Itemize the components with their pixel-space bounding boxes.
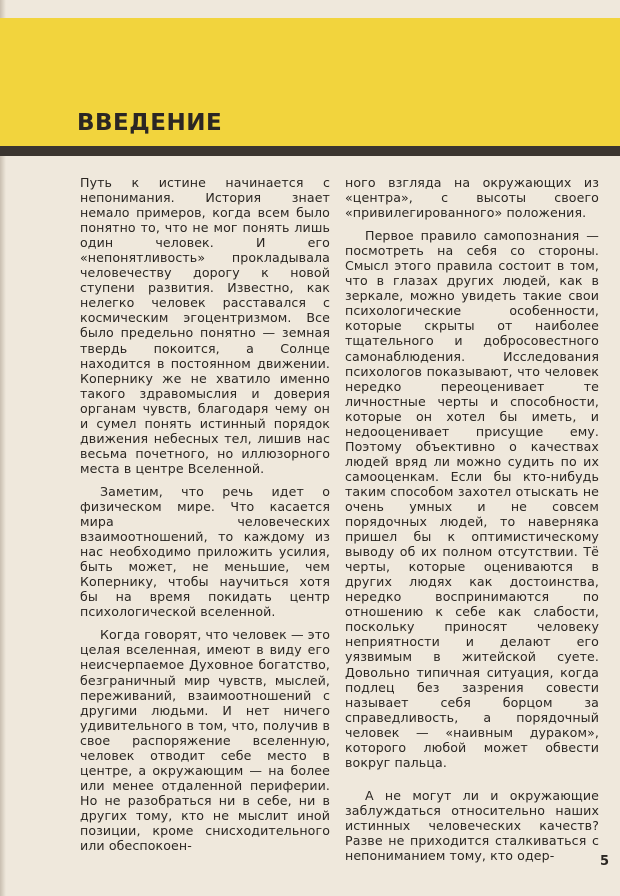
paragraph: А не могут ли и окружающие заблуждаться относительно наших истинных человеческих качеств? Разве не приходится сталкиваться с непониманием тому, кто одер-: [345, 787, 599, 864]
chapter-title: ВВЕДЕНИЕ: [77, 110, 223, 136]
paragraph: ного взгляда на окружающих из «центра», с высоты своего «привилегированного» положения.: [345, 175, 599, 221]
left-column: [80, 175, 330, 853]
title-rule: [0, 146, 620, 156]
paragraph: Первое правило самопознания — посмотреть на себя со стороны. Смысл этого правила состоит в том, что в глазах других людей, как в зеркале, можно увидеть такие свои психологические особенности, которые скрыты от наиболее тщательного и добросовестного самонаблюдения. Исследования психологов показывают, что человек нередко переоценивает те личностные черты и способности, которые он хотел бы иметь, и недооценивает присущие ему. Поэтому объективно о качествах людей вряд ли можно судить по их самооценкам. Если бы кто-нибудь таким способом захотел отыскать не очень умных и не совсем порядочных людей, то наверняка пришел бы к оптимистическому выводу об их полном отсутствии. Тё черты, которые оцениваются в других людях как достоинства, нередко воспринимаются по отношению к себе как слабости, поскольку приносят человеку неприятности и делают его уязвимым в житейской суете. Довольно типичная ситуация, когда подлец без зазрения совести называет себя борцом за справедливость, а порядочный человек — «наивным дураком», которого любой может обвести вокруг пальца.: [345, 228, 599, 770]
paragraph: Когда говорят, что человек — это целая вселенная, имеют в виду его неисчерпаемое Духовное богатство, безграничный мир чувств, мыслей, переживаний, взаимоотношений с другими людьми. И нет ничего удивительного в том, что, получив в свое распоряжение вселенную, человек отводит себе место в центре, а окружающим — на более или менее отдаленной периферии. Но не разобраться ни в себе, ни в других тому, кто не мыслит иной позиции, кроме снисходительного или обеспокоен-: [80, 627, 331, 854]
paragraph: Путь к истине начинается с непонимания. История знает немало примеров, когда всем было понятно то, что не мог понять лишь один человек. И его «непонятливость» прокладывала человечеству дорогу к новой ступени развития. Известно, как нелегко человек расставался с космическим эгоцентризмом. Все было предельно понятно — земная твердь покоится, а Солнце находится в постоянном движении. Копернику же не хватило именно такого здравомыслия и доверия органам чувств, благодаря чему он и сумел понять истинный порядок движения небесных тел, лишив нас весьма почетного, но иллюзорного места в центре Вселенной.: [80, 175, 330, 476]
paragraph: Заметим, что речь идет о физическом мире. Что касается мира человеческих взаимоотношений, то каждому из нас необходимо приложить усилия, быть может, не меньшие, чем Копернику, чтобы научиться хотя бы на время покидать центр психологической вселенной.: [80, 483, 330, 620]
right-column: [345, 175, 599, 863]
page-number: 5: [599, 854, 609, 869]
